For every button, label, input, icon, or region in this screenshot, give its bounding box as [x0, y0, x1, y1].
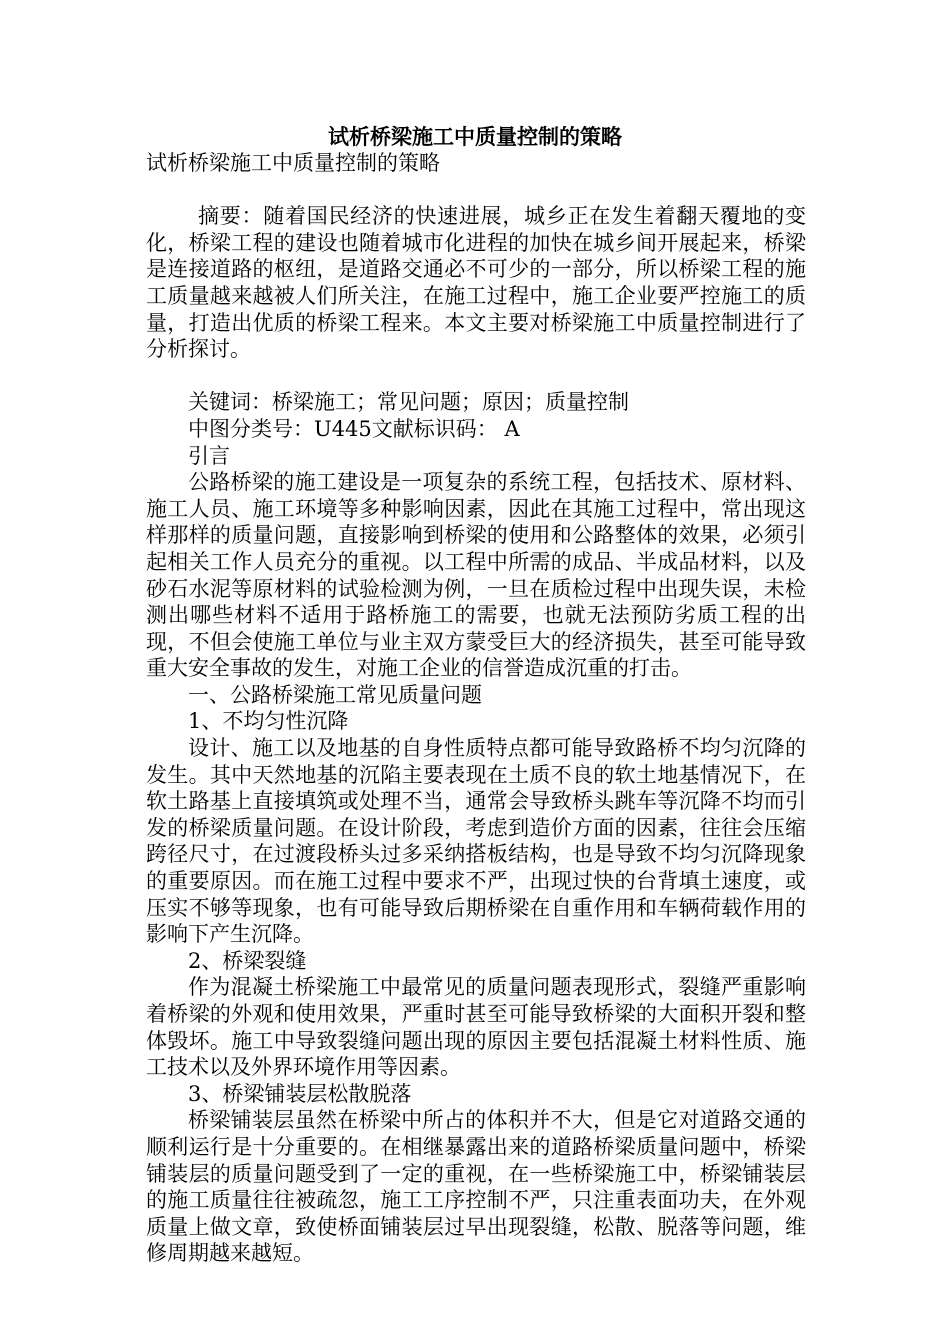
intro-paragraph: 公路桥梁的施工建设是一项复杂的系统工程，包括技术、原材料、施工人员、施工环境等多种影响因素，因此在其施工过程中，常出现这样那样的质量问题，直接影响到桥梁的使用和公路整体的效果，必须引起相关工作人员充分的重视。以工程中所需的成品、半成品材料，以及砂石水泥等原材料的试验检测为例，一旦在质检过程中出现失误，未检测出哪些材料不适用于路桥施工的需要，也就无法预防劣质工程的出现，不但会使施工单位与业主双方蒙受巨大的经济损失，甚至可能导致重大安全事故的发生，对施工企业的信誉造成沉重的打击。: [146, 470, 806, 681]
subsection-2-heading: 2、桥梁裂缝: [188, 948, 307, 973]
subsection-3-paragraph: 桥梁铺装层虽然在桥梁中所占的体积并不大，但是它对道路交通的顺利运行是十分重要的。在相继暴露出来的道路桥梁质量问题中，桥梁铺装层的质量问题受到了一定的重视，在一些桥梁施工中，桥梁铺装层的施工质量往往被疏忽，施工工序控制不严，只注重表面功夫，在外观质量上做文章，致使桥面铺装层过早出现裂缝，松散、脱落等问题，维修周期越来越短。: [146, 1108, 806, 1266]
subsection-1-paragraph: 设计、施工以及地基的自身性质特点都可能导致路桥不均匀沉降的发生。其中天然地基的沉陷主要表现在土质不良的软土地基情况下，在软土路基上直接填筑或处理不当，通常会导致桥头跳车等沉降不均而引发的桥梁质量问题。在设计阶段，考虑到造价方面的因素，往往会压缩跨径尺寸，在过渡段桥头过多采纳搭板结构，也是导致不均匀沉降现象的重要原因。而在施工过程中要求不严，出现过快的台背填土速度，或压实不够等现象，也有可能导致后期桥梁在自重作用和车辆荷载作用的影响下产生沉降。: [146, 736, 806, 947]
section-1-heading: 一、公路桥梁施工常见质量问题: [188, 682, 482, 707]
classification-line: 中图分类号：U445文献标识码： A: [188, 416, 520, 441]
subsection-2-paragraph: 作为混凝土桥梁施工中最常见的质量问题表现形式，裂缝严重影响着桥梁的外观和使用效果，严重时甚至可能导致桥梁的大面积开裂和整体毁坏。施工中导致裂缝问题出现的原因主要包括混凝土材料性质、施工技术以及外界环境作用等因素。: [146, 975, 806, 1080]
abstract-paragraph: 摘要：随着国民经济的快速进展，城乡正在发生着翻天覆地的变化，桥梁工程的建设也随着城市化进程的加快在城乡间开展起来，桥梁是连接道路的枢纽，是道路交通必不可少的一部分，所以桥梁工程的施工质量越来越被人们所关注，在施工过程中，施工企业要严控施工的质量，打造出优质的桥梁工程来。本文主要对桥梁施工中质量控制进行了分析探讨。: [146, 204, 806, 362]
document-title: 试析桥梁施工中质量控制的策略: [328, 124, 622, 149]
intro-heading: 引言: [188, 443, 230, 468]
keywords-line: 关键词：桥梁施工；常见问题；原因；质量控制: [188, 390, 629, 415]
subsection-1-heading: 1、不均匀性沉降: [188, 709, 349, 734]
spacer: [146, 177, 806, 204]
spacer: [146, 363, 806, 390]
subsection-3-heading: 3、桥梁铺装层松散脱落: [188, 1081, 412, 1106]
document-subtitle: 试析桥梁施工中质量控制的策略: [146, 151, 440, 175]
document-body: [146, 150, 806, 1267]
